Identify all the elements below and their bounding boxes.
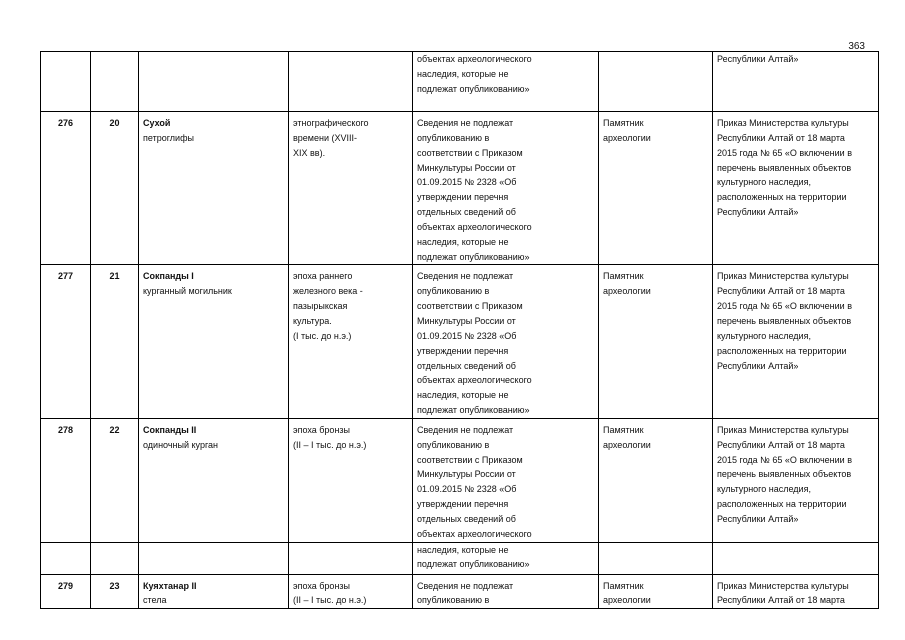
cell-number: 277 [41, 265, 91, 418]
table-row-continuation [41, 542, 879, 574]
cell-local-number: 20 [91, 112, 139, 265]
cell-number: 276 [41, 112, 91, 265]
heritage-registry-table [40, 51, 879, 609]
cell-number: 278 [41, 418, 91, 542]
object-type: одиночный курган [143, 439, 219, 450]
cell-document: Приказ Министерства культуры Республики Алтай от 18 марта 2015 года № 65 «О включении в перечень выявленных объектов культурного наследия, расположенных на территории Республики Алтай» [713, 418, 879, 542]
object-type: курганный могильник [143, 286, 232, 297]
cell-empty [139, 542, 289, 574]
cell-period: эпоха раннего железного века - пазырыкская культура. (I тыс. до н.э.) [289, 265, 413, 418]
cell-period: эпоха бронзы (II – I тыс. до н.э.) [289, 418, 413, 542]
object-name: Сокпанды II [143, 424, 197, 435]
object-type: стела [143, 595, 167, 606]
cell-location: Сведения не подлежат опубликованию в соответствии с Приказом Минкультуры России от 01.09.2015 № 2328 «Об утверждении перечня отдельных сведений об объектах археологического [413, 418, 599, 542]
table-row [41, 112, 879, 265]
cell-empty [139, 52, 289, 112]
cell-empty [41, 52, 91, 112]
cell-empty [91, 52, 139, 112]
cell-local-number: 22 [91, 418, 139, 542]
cell-period: этнографического времени (XVIII- XIX вв). [289, 112, 413, 265]
cell-category: Памятник археологии [599, 574, 713, 609]
cell-empty [41, 542, 91, 574]
cell-category: Памятник археологии [599, 265, 713, 418]
cell-empty [599, 52, 713, 112]
cell-document: Приказ Министерства культуры Республики Алтай от 18 марта 2015 года № 65 «О включении в перечень выявленных объектов культурного наследия, расположенных на территории Республики Алтай» [713, 265, 879, 418]
cell-location: объектах археологического наследия, которые не подлежат опубликованию» [413, 52, 599, 112]
cell-local-number: 21 [91, 265, 139, 418]
cell-location: Сведения не подлежат опубликованию в соответствии с Приказом Минкультуры России от 01.09.2015 № 2328 «Об утверждении перечня отдельных сведений об объектах археологического наследия, которые не подлежат опубликованию» [413, 112, 599, 265]
cell-location: Сведения не подлежат опубликованию в соответствии с Приказом Минкультуры России от 01.09.2015 № 2328 «Об утверждении перечня отдельных сведений об объектах археологического наследия, которые не подлежат опубликованию» [413, 265, 599, 418]
table-row [41, 265, 879, 418]
cell-name [139, 574, 289, 609]
table-row [41, 418, 879, 542]
table-row [41, 574, 879, 609]
object-name: Куяхтанар II [143, 580, 197, 591]
cell-location: Сведения не подлежат опубликованию в [413, 574, 599, 609]
object-name: Сухой [143, 118, 171, 128]
object-name: Сокпанды I [143, 271, 194, 282]
object-type: петроглифы [143, 132, 194, 143]
cell-local-number: 23 [91, 574, 139, 609]
cell-document: Приказ Министерства культуры Республики Алтай от 18 марта 2015 года № 65 «О включении в перечень выявленных объектов культурного наследия, расположенных на территории Республики Алтай» [713, 112, 879, 265]
cell-name [139, 265, 289, 418]
cell-number: 279 [41, 574, 91, 609]
cell-empty [91, 542, 139, 574]
cell-name [139, 418, 289, 542]
page-number: 363 [848, 41, 865, 52]
cell-category: Памятник археологии [599, 418, 713, 542]
cell-document: Приказ Министерства культуры Республики Алтай от 18 марта [713, 574, 879, 609]
cell-name [139, 112, 289, 265]
cell-period: эпоха бронзы (II – I тыс. до н.э.) [289, 574, 413, 609]
cell-location: наследия, которые не подлежат опубликованию» [413, 542, 599, 574]
cell-empty [713, 542, 879, 574]
cell-empty [289, 542, 413, 574]
table-row-continuation [41, 52, 879, 112]
cell-empty [599, 542, 713, 574]
cell-document: Республики Алтай» [713, 52, 879, 112]
cell-category: Памятник археологии [599, 112, 713, 265]
cell-empty [289, 52, 413, 112]
